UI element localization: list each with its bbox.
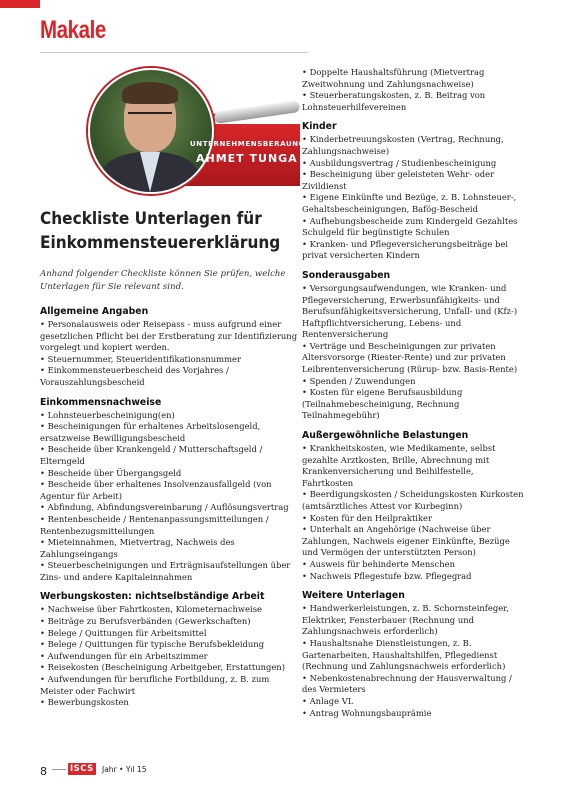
bullet-icon: •	[302, 558, 310, 569]
checklist-item	[302, 67, 527, 90]
bullet-icon: •	[302, 637, 310, 648]
checklist-item-text: Bescheide über Krankengeld / Mutterschaftsgeld / Elterngeld	[40, 444, 263, 466]
article-headline	[40, 207, 284, 255]
bullet-icon: •	[302, 489, 310, 500]
checklist-item	[302, 134, 527, 157]
left-column	[40, 306, 302, 717]
bullet-icon: •	[302, 134, 310, 145]
checklist-item-text: Reisekosten (Bescheinigung Arbeitgeber, Erstattungen)	[47, 662, 285, 673]
checklist-item-text: Aufwendungen für ein Arbeitszimmer	[47, 650, 208, 661]
checklist-item	[302, 192, 527, 215]
checklist-item-text: Beiträge zu Berufsverbänden (Gewerkschaften)	[47, 616, 251, 627]
checklist-item-text: Belege / Quittungen für typische Berufsbekleidung	[47, 639, 265, 650]
checklist-item	[40, 514, 302, 537]
checklist-item-text: Unterhalt an Angehörige (Nachweise über Zahlungen, Nachweis eigener Einkünfte, Bezüge und Vermögen der unterstützten Person)	[302, 524, 510, 558]
bullet-icon: •	[302, 707, 310, 718]
bullet-icon: •	[40, 444, 48, 455]
bullet-icon: •	[40, 697, 48, 708]
checklist-item-text: Beerdigungskosten / Scheidungskosten Kurkosten (amtsärztliches Attest vor Kurbeginn)	[302, 489, 524, 511]
checklist-item	[302, 571, 527, 583]
checklist-section	[40, 591, 302, 708]
checklist-item-text: Kranken- und Pflegeversicherungsbeiträge bei privat versicherten Kindern	[302, 238, 508, 261]
article-intro: Anhand folgender Checkliste können Sie prüfen, welche Unterlagen für Sie relevant sind.	[40, 269, 286, 292]
bullet-icon: •	[302, 695, 310, 706]
bullet-icon: •	[302, 238, 310, 249]
checklist-item-text: Steuerberatungskosten, z. B. Beitrag von Lohnsteuerhilfevereinen	[302, 90, 486, 112]
section-heading: Allgemeine Angaben	[40, 306, 149, 317]
bullet-icon: •	[40, 616, 48, 627]
checklist-item	[302, 239, 527, 262]
bullet-icon: •	[40, 604, 48, 615]
checklist-section	[40, 306, 302, 389]
checklist-item-text: Anlage VL	[309, 695, 354, 706]
bullet-icon: •	[302, 340, 310, 351]
checklist-item	[40, 365, 302, 388]
bullet-icon: •	[302, 443, 310, 454]
checklist-item-text: Personalausweis oder Reisepass - muss aufgrund einer gesetzlichen Pflicht bei der Erstberatung zur Identifizierung vorgelegt und kopiert werden.	[40, 319, 298, 353]
bullet-icon: •	[40, 662, 48, 673]
checklist-item	[302, 387, 527, 422]
bullet-icon: •	[302, 67, 310, 77]
bullet-icon: •	[40, 421, 48, 432]
checklist-item-text: Eigene Einkünfte und Bezüge, z. B. Lohnsteuer-, Gehaltsbescheinigungen, Bafög-Bescheid	[302, 192, 517, 214]
checklist-item-text: Spenden / Zuwendungen	[309, 375, 416, 386]
checklist-item-text: Einkommensteuerbescheid des Vorjahres / Vorauszahlungsbescheid	[40, 365, 229, 387]
bullet-icon: •	[302, 169, 310, 180]
bullet-icon: •	[302, 570, 310, 581]
bullet-icon: •	[302, 90, 310, 101]
bullet-icon: •	[40, 639, 48, 650]
checklist-item	[40, 421, 302, 444]
checklist-item-text: Doppelte Haushaltsführung (Mietvertrag Zweitwohnung und Zahlungsnachweise)	[302, 67, 485, 89]
checklist-item-text: Belege / Quittungen für Arbeitsmittel	[47, 627, 207, 638]
fountain-pen-icon	[214, 100, 301, 124]
section-heading: Kinder	[302, 121, 337, 133]
bullet-icon: •	[302, 375, 310, 386]
checklist-item-text: Rentenbescheide / Rentenanpassungsmitteilungen / Rentenbezugsmitteilungen	[40, 513, 269, 536]
checklist-item	[302, 169, 527, 192]
bullet-icon: •	[40, 650, 48, 661]
checklist-item	[40, 410, 302, 422]
checklist-section	[302, 590, 527, 719]
bullet-icon: •	[40, 537, 48, 548]
checklist-section	[302, 270, 527, 422]
checklist-item-text: Steuerbescheinigungen und Erträgnisaufstellungen über Zins- und andere Kapitaleinnahmen	[40, 560, 291, 582]
checklist-item-text: Abfindung, Abfindungsvereinbarung / Auflösungsvertrag	[47, 502, 289, 513]
portrait-hair	[122, 82, 178, 104]
bullet-icon: •	[40, 319, 48, 329]
bullet-icon: •	[302, 672, 310, 683]
checklist-item	[302, 559, 527, 571]
checklist-item	[302, 158, 527, 170]
issue-info: Jahr • Yıl 15	[102, 765, 147, 774]
checklist-item	[40, 628, 302, 640]
checklist-item	[302, 708, 527, 720]
checklist-item	[302, 283, 527, 341]
checklist-section	[40, 397, 302, 584]
author-role: UNTERNEHMENSBERAUNG	[190, 140, 306, 148]
checklist-item-text: Nachweise über Fahrtkosten, Kilometernachweise	[47, 604, 262, 615]
checklist-item	[302, 524, 527, 559]
checklist-item	[302, 673, 527, 696]
checklist-item	[302, 443, 527, 489]
bullet-icon: •	[40, 674, 48, 685]
checklist-item	[40, 662, 302, 674]
bullet-icon: •	[302, 387, 310, 398]
bullet-icon: •	[40, 365, 48, 376]
bullet-icon: •	[40, 409, 48, 420]
checklist-item-text: Krankheitskosten, wie Medikamente, selbst gezahlte Arztkosten, Brille, Abrechnung mit Krankenversicherung und Beihilfestelle, Fahrtkosten	[302, 443, 496, 488]
checklist-item	[40, 651, 302, 663]
checklist-item-text: Handwerkerleistungen, z. B. Schornsteinfeger, Elektriker, Fensterbauer (Rechnung und Zahlungsnachweis erforderlich)	[302, 603, 509, 637]
checklist-item	[302, 603, 527, 638]
bullet-icon: •	[40, 627, 48, 638]
checklist-item-text: Ausbildungsvertrag / Studienbescheinigung	[309, 157, 497, 168]
page-number: 8	[40, 765, 47, 778]
magazine-logo: ISCS	[70, 764, 94, 774]
checklist-item	[40, 537, 302, 560]
checklist-item	[40, 468, 302, 480]
bullet-icon: •	[302, 282, 310, 293]
checklist-item	[40, 560, 302, 583]
checklist-item	[40, 354, 302, 366]
checklist-item	[302, 216, 527, 239]
checklist-item-text: Mieteinnahmen, Mietvertrag, Nachweis des Zahlungseingangs	[40, 537, 235, 559]
checklist-section	[302, 67, 527, 113]
bullet-icon: •	[40, 467, 48, 478]
checklist-item	[302, 90, 527, 113]
checklist-item-text: Ausweis für behinderte Menschen	[309, 558, 456, 569]
checklist-item-text: Versorgungsaufwendungen, wie Kranken- und Pflegeversicherung, Erwerbsunfähigkeits- und Berufsunfähigkeitsversicherung, Unfall- und (Kfz-) Haftpflichtversicherung, Lebens- und Rentenversicherung	[302, 282, 518, 340]
bullet-icon: •	[302, 215, 310, 226]
section-heading: Werbungskosten: nichtselbständige Arbeit	[40, 591, 265, 603]
bullet-icon: •	[302, 512, 310, 523]
checklist-item-text: Kinderbetreuungskosten (Vertrag, Rechnung, Zahlungsnachweise)	[302, 134, 504, 156]
checklist-item	[40, 502, 302, 514]
checklist-item	[40, 616, 302, 628]
checklist-item	[40, 479, 302, 502]
bullet-icon: •	[302, 192, 310, 203]
checklist-item	[40, 319, 302, 354]
checklist-item	[302, 489, 527, 512]
bullet-icon: •	[302, 603, 310, 614]
footer-divider	[52, 769, 66, 770]
checklist-item	[302, 513, 527, 525]
checklist-item	[302, 341, 527, 376]
section-heading: Außergewöhnliche Belastungen	[302, 430, 469, 442]
bullet-icon: •	[40, 502, 48, 513]
author-portrait	[88, 68, 214, 194]
checklist-item-text: Kosten für den Heilpraktiker	[309, 512, 433, 523]
bullet-icon: •	[40, 560, 48, 571]
checklist-item-text: Bescheinigungen für erhaltenes Arbeitslosengeld, ersatzweise Bewilligungsbescheid	[40, 421, 261, 443]
checklist-section	[302, 430, 527, 582]
author-name: AHMET TUNGA	[196, 152, 298, 165]
bullet-icon: •	[302, 157, 310, 168]
checklist-item-text: Haushaltsnahe Dienstleistungen, z. B. Gartenarbeiten, Haushaltshilfen, Pflegedienst (Rechnung und Zahlungsnachweis erforderlich)	[302, 637, 506, 672]
checklist-item	[40, 697, 302, 709]
checklist-item-text: Aufhebungsbescheide zum Kindergeld Gezahltes Schulgeld für begünstigte Schulen	[302, 215, 518, 238]
title-divider	[40, 52, 308, 53]
bullet-icon: •	[40, 353, 48, 364]
section-heading: Sonderausgaben	[302, 269, 391, 281]
checklist-item	[40, 604, 302, 616]
headline-line-1: Checkliste Unterlagen für	[40, 209, 262, 228]
checklist-item-text: Bescheide über Übergangsgeld	[47, 467, 182, 478]
top-accent-bar	[0, 0, 40, 8]
bullet-icon: •	[302, 524, 310, 535]
section-heading: Weitere Unterlagen	[302, 590, 405, 602]
author-photo-banner	[88, 68, 306, 192]
bullet-icon: •	[40, 513, 48, 524]
checklist-item	[40, 674, 302, 697]
checklist-item-text: Nachweis Pflegestufe bzw. Pflegegrad	[309, 570, 472, 581]
checklist-item	[302, 638, 527, 673]
section-heading: Einkommensnachweise	[40, 396, 162, 408]
checklist-item-text: Bescheide über erhaltenes Insolvenzausfallgeld (von Agentur für Arbeit)	[40, 479, 272, 501]
checklist-item-text: Steuernummer, Steueridentifikationsnummer	[47, 353, 241, 364]
checklist-item	[302, 696, 527, 708]
bullet-icon: •	[40, 479, 48, 490]
checklist-item-text: Aufwendungen für berufliche Fortbildung, z. B. zum Meister oder Fachwirt	[40, 674, 270, 696]
checklist-item	[40, 639, 302, 651]
portrait-glasses	[128, 112, 172, 124]
checklist-item-text: Verträge und Bescheinigungen zur privaten Altersvorsorge (Riester-Rente) und zur privaten Leibrentenversicherung (Rürup- bzw. Basis-Rente)	[302, 340, 518, 375]
checklist-item-text: Antrag Wohnungsbauprämie	[309, 707, 432, 718]
section-title: Makale	[40, 16, 106, 44]
checklist-section	[302, 121, 527, 262]
checklist-item	[302, 376, 527, 388]
checklist-item	[40, 444, 302, 467]
checklist-item-text: Bescheinigung über geleisteten Wehr- oder Zivildienst	[302, 169, 495, 191]
right-column	[302, 67, 527, 727]
checklist-item-text: Nebenkostenabrechnung der Hausverwaltung / des Vermieters	[302, 672, 512, 695]
checklist-item-text: Kosten für eigene Berufsausbildung (Teilnahmebescheinigung, Rechnung Teilnahmegebühr)	[302, 387, 463, 421]
checklist-item-text: Bewerbungskosten	[47, 697, 129, 708]
headline-line-2: Einkommensteuererklärung	[40, 233, 281, 252]
checklist-item-text: Lohnsteuerbescheinigung(en)	[47, 409, 175, 420]
